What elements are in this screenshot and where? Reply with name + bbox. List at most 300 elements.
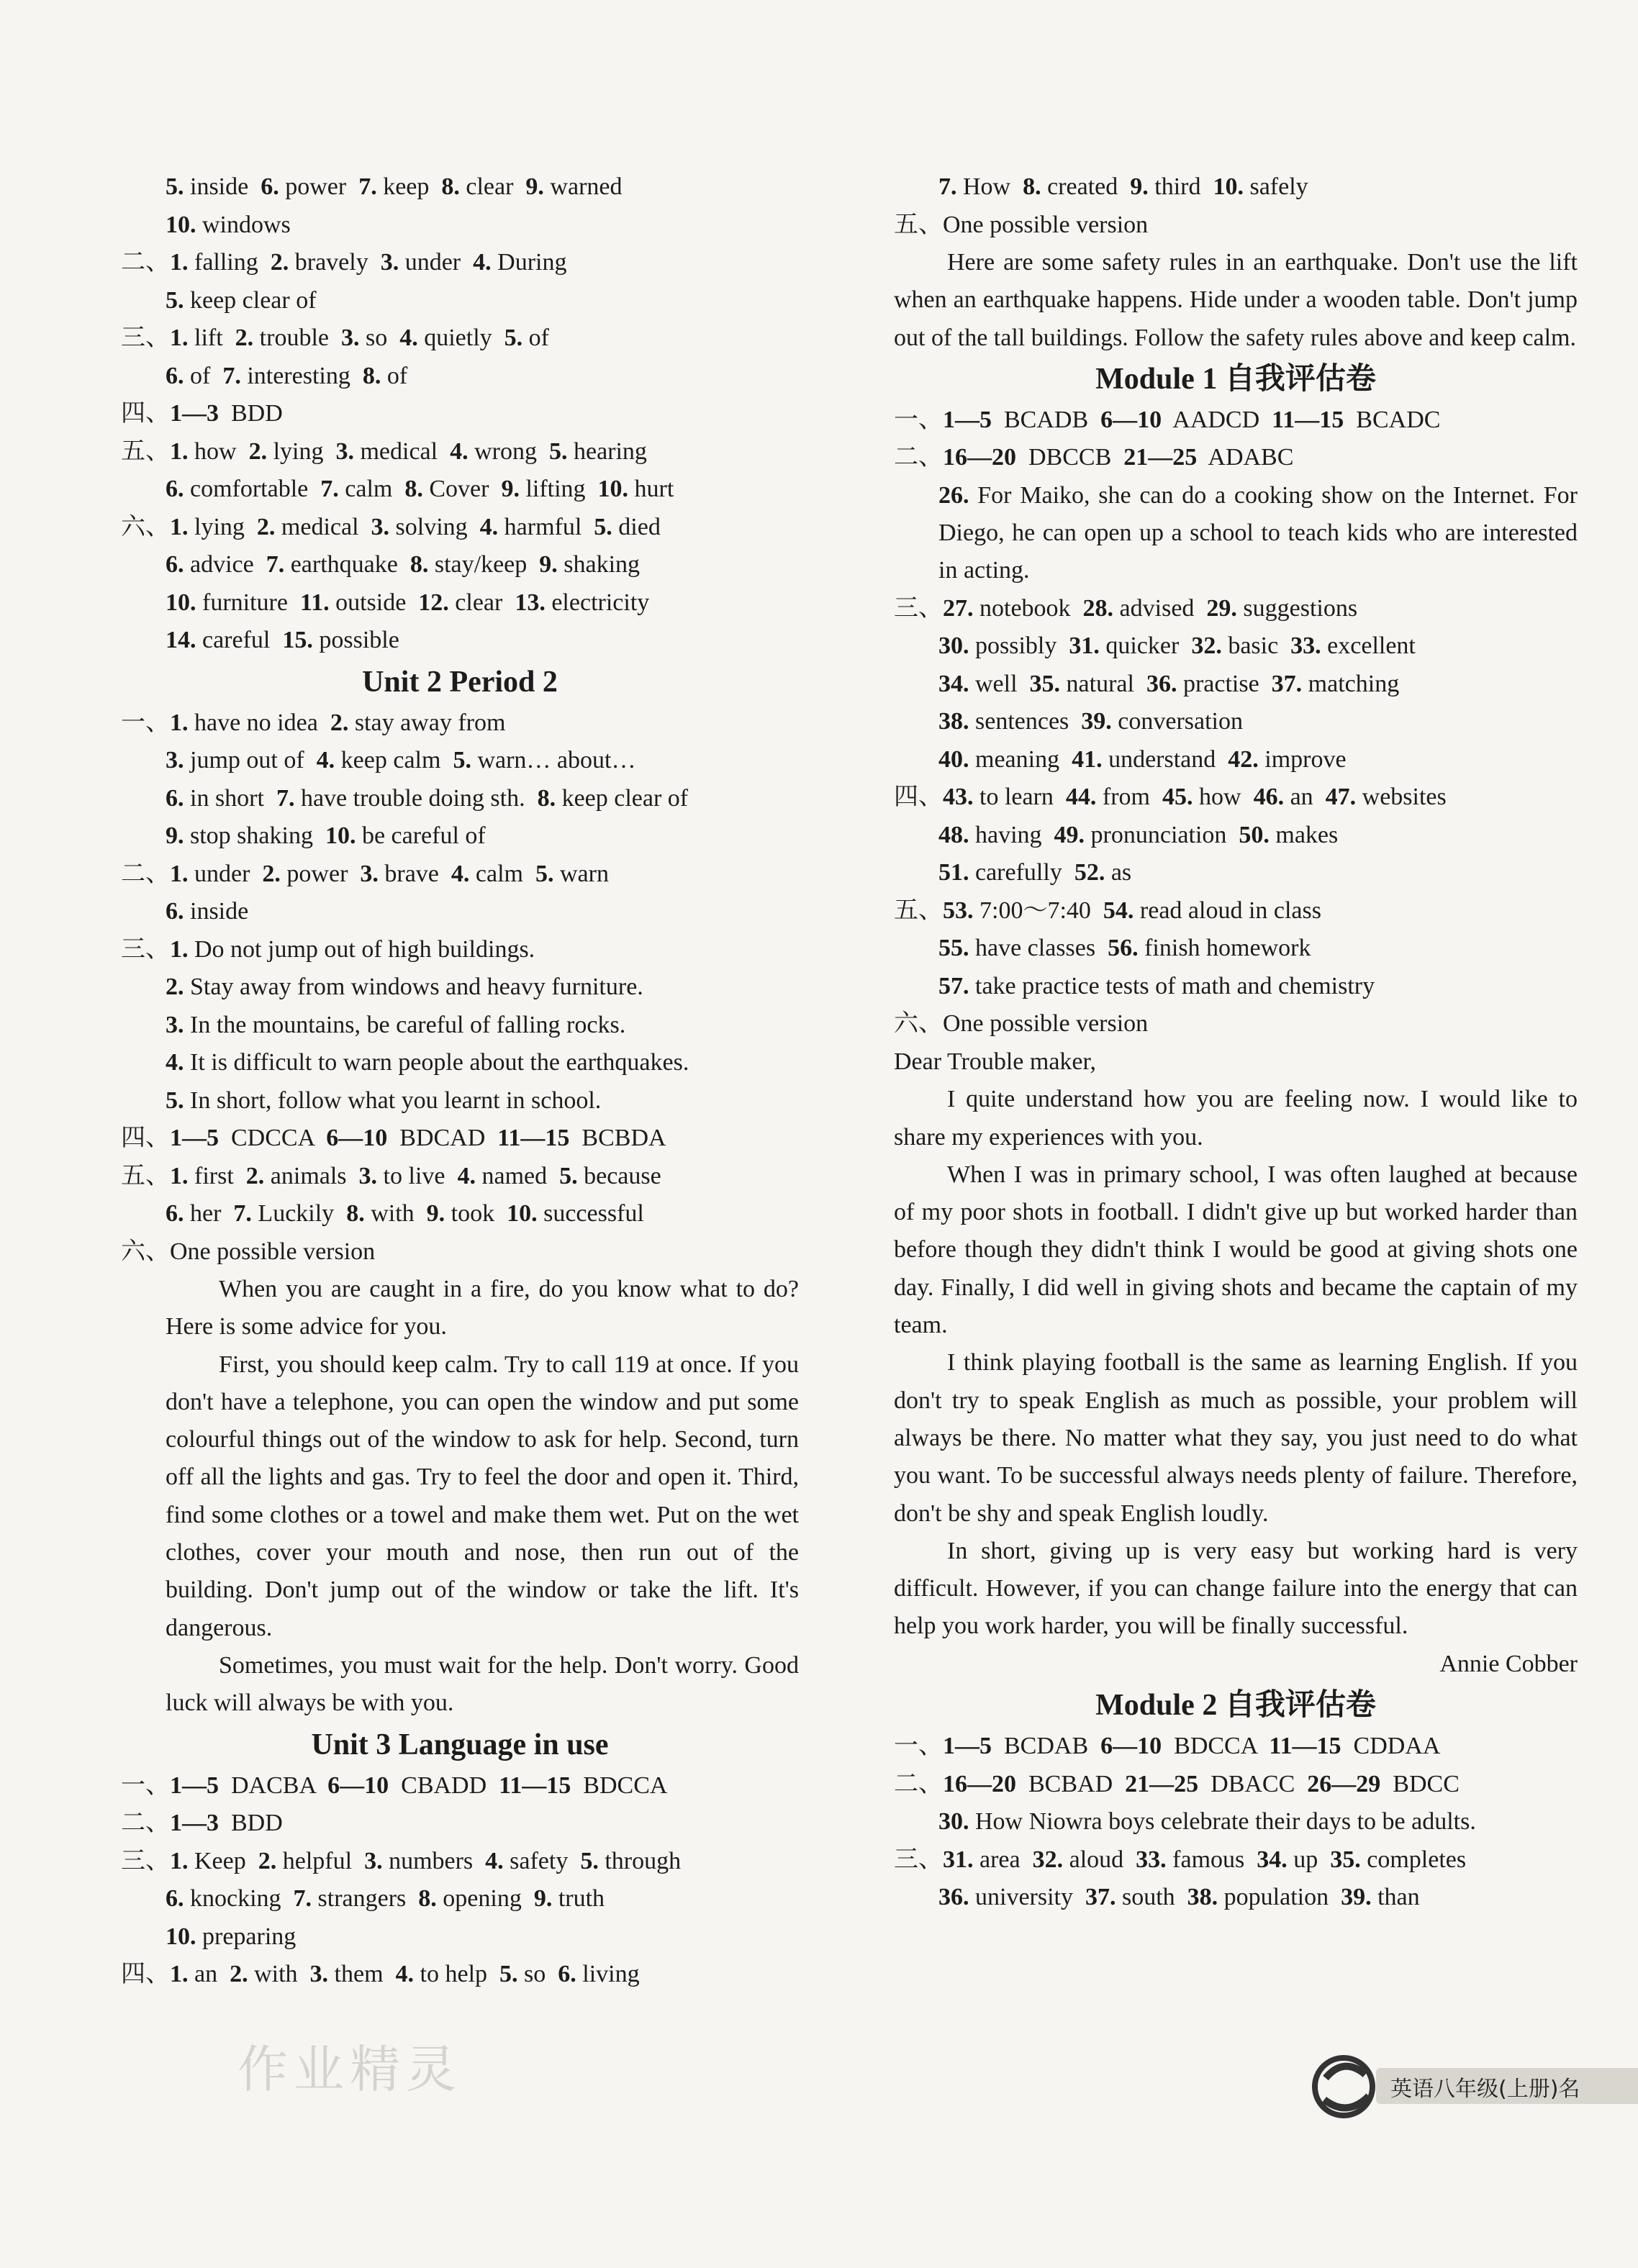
answer-line [121, 969, 799, 1007]
item-number: 3. [166, 747, 184, 774]
answer-text: an [188, 1961, 230, 1988]
answer-text: BCADC [1344, 406, 1441, 433]
item-number: 32. [1191, 632, 1222, 660]
item-number: 7. [938, 173, 957, 200]
item-number: 10. [1213, 173, 1244, 200]
item-number: 4. [473, 249, 492, 276]
item-number: 28. [1082, 594, 1114, 622]
answer-text: 三、 [121, 1847, 170, 1874]
item-number: 10. [325, 822, 356, 849]
item-number: 46. [1253, 784, 1285, 811]
item-number: 30. [938, 632, 969, 660]
item-number: 2. [262, 860, 281, 887]
item-number: 3. [309, 1961, 329, 1988]
item-number: 2. [166, 974, 184, 1000]
answer-text: advice [184, 551, 266, 578]
answer-line [894, 703, 1578, 741]
item-number: 8. [404, 476, 423, 502]
answer-text: well [969, 670, 1030, 697]
answer-text: up [1287, 1846, 1331, 1873]
answer-text: 一、 [894, 1733, 943, 1760]
answer-text: having [969, 821, 1054, 848]
section-heading: Unit 3 Language in use [311, 1728, 609, 1761]
answer-text: basic [1221, 632, 1291, 660]
item-number: 9. [1130, 173, 1149, 200]
answer-text: websites [1356, 784, 1447, 811]
answer-line [121, 207, 799, 245]
item-number: 3. [358, 1162, 378, 1189]
item-number: 38. [938, 708, 969, 735]
answer-text: have classes [969, 935, 1108, 962]
answer-text: inside [184, 173, 261, 200]
answer-text: BCBAD [1016, 1770, 1126, 1797]
item-number: 10. [507, 1200, 538, 1227]
answer-line [894, 168, 1578, 207]
answer-line [121, 395, 799, 433]
answer-line [121, 1767, 799, 1805]
item-number: 1. [170, 1162, 189, 1189]
answer-text: makes [1269, 821, 1339, 848]
answer-text: AADCD [1162, 406, 1272, 433]
answer-text: quietly [417, 325, 504, 351]
answer-text: keep [376, 173, 442, 200]
answer-text: It is difficult to warn people about the earthquakes. [184, 1049, 689, 1076]
answer-text: 二、 [121, 860, 170, 887]
answer-text: earthquake [284, 551, 410, 578]
answer-line [121, 1956, 799, 1994]
answer-text: BDD [219, 1810, 283, 1837]
answer-text: opening [436, 1885, 534, 1913]
answer-text: harmful [498, 513, 594, 540]
item-number: 5. [499, 1961, 518, 1988]
answer-line [121, 931, 799, 969]
answer-line [894, 627, 1578, 666]
item-number: 7. [266, 551, 285, 578]
item-number: 35. [1330, 1846, 1361, 1873]
item-number: 3. [364, 1847, 383, 1874]
book-title: 英语八年级(上册)名 [1390, 2077, 1580, 2102]
item-number: 54. [1103, 897, 1134, 924]
item-number: 32. [1032, 1846, 1064, 1873]
answer-text: numbers [382, 1847, 486, 1874]
item-number: 5. [580, 1847, 599, 1874]
section-label: 六、One possible version [121, 1238, 376, 1265]
item-number: 4. [457, 1162, 476, 1189]
answer-text: furniture [196, 589, 300, 616]
answer-text: clear [448, 589, 515, 616]
item-number: 6. [166, 1885, 184, 1913]
answer-text: as [1105, 859, 1132, 886]
item-number: 11—15 [1272, 406, 1344, 433]
answer-line [121, 509, 799, 547]
answer-text: 四、 [121, 1125, 170, 1151]
answer-text: because [577, 1162, 661, 1189]
answer-text: electricity [545, 589, 650, 616]
answer-line [894, 1803, 1578, 1841]
answer-text: 六、 [121, 513, 170, 540]
item-number: 11—15 [499, 1772, 571, 1799]
answer-line [121, 1082, 799, 1120]
item-number: 1. [170, 437, 189, 465]
answer-text: lying [188, 513, 257, 540]
item-number: 4. [316, 747, 335, 774]
item-number: 8. [362, 362, 381, 389]
item-number: 1. [170, 513, 189, 540]
answer-text: 五、 [121, 437, 170, 465]
item-number: 51. [938, 859, 969, 886]
item-number: 45. [1162, 784, 1193, 811]
answer-text: power [279, 173, 359, 200]
answer-text: to help [414, 1961, 500, 1988]
answer-text: under [399, 249, 474, 276]
answer-line [121, 742, 799, 780]
left-column [121, 168, 799, 1994]
answer-text: population [1218, 1884, 1341, 1911]
logo-emblem-icon [1304, 2042, 1390, 2128]
answer-text: BCBDA [569, 1125, 666, 1151]
answer-line [121, 856, 799, 894]
item-number: 7. [233, 1200, 252, 1227]
item-number: 9. [539, 551, 558, 578]
item-number: 6. [166, 898, 184, 925]
answer-text: 五、 [894, 897, 943, 924]
answer-line [121, 546, 799, 584]
answer-text: excellent [1321, 632, 1416, 660]
answer-text: of [381, 362, 408, 389]
right-column [894, 168, 1578, 1917]
item-number: 39. [1341, 1884, 1372, 1911]
item-number: 41. [1072, 745, 1103, 773]
answer-line [121, 584, 799, 622]
answer-text: inside [184, 898, 249, 925]
item-number: 8. [346, 1200, 365, 1227]
answer-line [894, 817, 1578, 855]
answer-line [121, 471, 799, 509]
item-number: 7. [293, 1885, 312, 1913]
item-number: 3. [340, 325, 360, 351]
answer-text: completes [1360, 1846, 1467, 1873]
item-number: 6—10 [327, 1772, 389, 1799]
answer-text: 三、 [121, 935, 170, 963]
answer-line [121, 1843, 799, 1881]
answer-text: During [491, 249, 567, 276]
answer-text: truth [552, 1885, 605, 1913]
answer-text: How Niowra boys celebrate their days to be adults. [969, 1808, 1476, 1836]
answer-line [121, 780, 799, 818]
answer-text: trouble [253, 325, 341, 351]
answer-text: calm [338, 476, 405, 502]
item-number: 4. [479, 513, 499, 540]
item-number: 2. [230, 1961, 248, 1988]
answer-text: conversation [1111, 708, 1243, 735]
item-number: 3. [380, 249, 399, 276]
item-number: 9. [533, 1885, 553, 1913]
item-number: 35. [1029, 670, 1061, 697]
answer-text: possibly [969, 632, 1069, 660]
item-number: 52. [1074, 859, 1105, 886]
answer-text: warn… about… [471, 747, 636, 774]
item-number: 9. [501, 476, 520, 502]
answer-text: have trouble doing sth. [294, 784, 538, 812]
answer-text: through [598, 1847, 682, 1874]
item-number: 1—5 [170, 1772, 219, 1799]
item-number: 1—5 [170, 1125, 219, 1151]
answer-line [121, 244, 799, 282]
item-number: 13. [515, 589, 546, 616]
answer-text: named [475, 1162, 560, 1189]
answer-text: than [1371, 1884, 1420, 1911]
item-number: 2. [258, 1847, 277, 1874]
answer-text: notebook [973, 594, 1083, 622]
answer-text: Cover [422, 476, 502, 502]
item-number: 21—25 [1123, 444, 1198, 471]
item-number: 30. [938, 1808, 969, 1836]
item-number: 6—10 [326, 1125, 388, 1151]
item-number: 3. [371, 513, 390, 540]
answer-line [121, 168, 799, 207]
item-number: 1—5 [943, 406, 992, 433]
answer-text: of [184, 362, 223, 389]
item-number: 1. [170, 935, 189, 963]
answer-text: famous [1166, 1846, 1257, 1873]
answer-text: DACBA [219, 1772, 328, 1799]
answer-text: in short [184, 784, 276, 812]
answer-text: windows [196, 211, 291, 238]
item-number: 1. [170, 860, 189, 887]
answer-text: how [188, 437, 249, 465]
answer-text: pronunciation [1085, 821, 1239, 848]
answer-line [121, 319, 799, 358]
answer-text: meaning [969, 745, 1072, 773]
item-number: 1—3 [170, 400, 219, 427]
answer-text: to live [377, 1162, 458, 1189]
answer-line [121, 433, 799, 471]
answer-text: medical [275, 513, 371, 540]
item-number: 8. [537, 784, 556, 812]
item-number: 5. [535, 860, 554, 887]
answer-text: How [956, 173, 1023, 200]
answer-text: university [969, 1884, 1085, 1911]
item-number: 7. [320, 476, 339, 502]
answer-text: BDD [219, 400, 283, 427]
essay-paragraph: Here are some safety rules in an earthquake. Don't use the lift when an earthquake happens. Hide under a wooden table. Don't jump out of the tall buildings. Follow the safety rules above and keep calm. [894, 249, 1578, 351]
item-number: 1—3 [170, 1810, 219, 1837]
item-number: 2. [330, 709, 349, 736]
answer-line [121, 1158, 799, 1196]
answer-text: safely [1243, 173, 1308, 200]
answer-line [121, 1918, 799, 1956]
item-number: 36. [938, 1884, 969, 1911]
item-number: 42. [1228, 745, 1259, 773]
answer-text: BCADB [992, 406, 1101, 433]
answer-text: them [328, 1961, 396, 1988]
item-number: 53. [943, 897, 974, 924]
answer-line [894, 968, 1578, 1006]
answer-text: under [188, 860, 263, 887]
item-number: 2. [248, 437, 268, 465]
answer-line [121, 622, 799, 660]
answer-text: 五、 [121, 1162, 170, 1189]
answer-text: 三、 [894, 1846, 943, 1873]
item-number: 38. [1187, 1884, 1218, 1911]
signature: Annie Cobber [1439, 1650, 1578, 1677]
answer-text: 三、 [894, 594, 943, 622]
item-number: 16—20 [943, 1770, 1016, 1797]
item-number: 9. [166, 822, 184, 849]
item-number: 6. [166, 551, 184, 578]
item-number: 47. [1325, 784, 1357, 811]
answer-text: created [1041, 173, 1131, 200]
answer-text: lift [188, 325, 235, 351]
answer-text: be careful of [356, 822, 486, 849]
item-number: 9. [426, 1200, 445, 1227]
answer-text: BDCAD [387, 1125, 498, 1151]
answer-text: possible [312, 627, 399, 653]
section-heading: Unit 2 Period 2 [362, 665, 558, 699]
item-number: 8. [1023, 173, 1041, 200]
item-number: 2. [270, 249, 289, 276]
answer-text: outside [329, 589, 419, 616]
answer-text: take practice tests of math and chemistry [969, 972, 1375, 999]
answer-text: south [1116, 1884, 1187, 1911]
item-number: 8. [441, 173, 460, 200]
item-number: 12. [418, 589, 449, 616]
answer-line [894, 1879, 1578, 1917]
item-number: 6—10 [1100, 406, 1162, 433]
item-number: 4. [399, 325, 418, 351]
answer-text: keep clear of [556, 784, 689, 812]
answer-text: carefully [969, 859, 1074, 886]
item-number: 3. [335, 437, 354, 465]
answer-text: successful [537, 1200, 644, 1227]
item-number: 50. [1239, 821, 1270, 848]
item-number: 49. [1054, 821, 1085, 848]
answer-text: clear [459, 173, 526, 200]
answer-text: 一、 [121, 709, 170, 736]
answer-text: stop shaking [184, 822, 325, 849]
answer-text: 二、 [121, 1810, 170, 1837]
item-number: 11. [299, 589, 330, 616]
essay-paragraph: When you are caught in a fire, do you know what to do? Here is some advice for you. [166, 1276, 799, 1341]
answer-text: CDCCA [219, 1125, 327, 1151]
item-number: 16—20 [943, 444, 1016, 471]
section-label: 五、One possible version [894, 211, 1149, 238]
answer-line [121, 358, 799, 396]
answer-text: BDCC [1380, 1770, 1460, 1797]
item-number: 7. [358, 173, 377, 200]
item-number: 57. [938, 972, 969, 999]
item-number: 5. [453, 747, 471, 774]
essay-paragraph: I quite understand how you are feeling now. I would like to share my experiences with you. [894, 1086, 1578, 1151]
answer-line [894, 439, 1578, 477]
answer-text: with [364, 1200, 427, 1227]
answer-text: wrong [468, 437, 549, 465]
item-number: 6. [166, 1200, 184, 1227]
item-number: 36. [1146, 670, 1177, 697]
answer-text: CDDAA [1341, 1733, 1441, 1760]
answer-text: first [188, 1162, 246, 1189]
section-heading: Module 1 自我评估卷 [1095, 362, 1376, 396]
answer-text: Keep [188, 1847, 258, 1874]
answer-text: falling [188, 249, 271, 276]
item-number: 37. [1085, 1884, 1116, 1911]
answer-line [121, 1195, 799, 1233]
answer-line [894, 666, 1578, 704]
answer-line [121, 282, 799, 320]
answer-text: read aloud in class [1134, 897, 1321, 924]
answer-text: 二、 [894, 1770, 943, 1797]
item-number: 48. [938, 821, 969, 848]
answer-line [894, 741, 1578, 779]
answer-text: 四、 [121, 400, 170, 427]
item-number: 1. [170, 1961, 189, 1988]
watermark: 作业精灵 [237, 2040, 462, 2099]
answer-text: shaking [557, 551, 641, 578]
section-label: Dear Trouble maker, [894, 1048, 1096, 1075]
answer-text: matching [1302, 670, 1400, 697]
item-number: 5. [166, 286, 184, 314]
answer-text: 一、 [894, 406, 943, 433]
answer-text: area [973, 1846, 1033, 1873]
answer-text: solving [389, 513, 480, 540]
item-number: 31. [1069, 632, 1100, 660]
item-number: 2. [235, 325, 254, 351]
item-number: 29. [1206, 594, 1237, 622]
item-number: 43. [943, 784, 974, 811]
answer-line [121, 817, 799, 856]
answer-text: advised [1113, 594, 1207, 622]
answer-text: stay/keep [428, 551, 540, 578]
item-number: 31. [943, 1846, 974, 1873]
item-number: 3. [166, 1011, 184, 1038]
item-number: 8. [418, 1885, 437, 1913]
answer-text: calm [469, 860, 535, 887]
item-number: 3. [360, 860, 379, 887]
item-number: 6. [558, 1961, 576, 1988]
answer-line [121, 1007, 799, 1045]
answer-text: keep clear of [184, 286, 317, 314]
answer-text: have no idea [188, 709, 330, 736]
item-number: 14. [166, 627, 196, 653]
answer-text: interesting [240, 362, 363, 389]
answer-text: hearing [567, 437, 647, 465]
answer-text: For Maiko, she can do a cooking show on the Internet. For Diego, he can open up a school to teach kids who are interested in acting. [938, 481, 1578, 584]
item-number: 10. [166, 1923, 196, 1950]
item-number: 5. [548, 437, 568, 465]
item-number: 5. [504, 325, 523, 351]
answer-text: died [612, 513, 661, 540]
answer-text: warned [543, 173, 623, 200]
answer-text: DBCCB [1016, 444, 1124, 471]
answer-text: BCDAB [992, 1733, 1101, 1760]
item-number: 5. [559, 1162, 578, 1189]
answer-paragraph [894, 477, 1578, 590]
item-number: 6—10 [1100, 1733, 1162, 1760]
answer-text: living [576, 1961, 640, 1988]
answer-text: knocking [184, 1885, 294, 1913]
answer-line [121, 704, 799, 743]
item-number: 37. [1271, 670, 1303, 697]
answer-text: animals [264, 1162, 359, 1189]
answer-text: 二、 [894, 444, 943, 471]
item-number: 34. [938, 670, 969, 697]
answer-line [894, 402, 1578, 440]
answer-text: practise [1177, 670, 1272, 697]
item-number: 6. [166, 476, 184, 502]
answer-text: Stay away from windows and heavy furniture. [184, 974, 643, 1000]
item-number: 26. [938, 481, 969, 509]
item-number: 10. [166, 589, 196, 616]
